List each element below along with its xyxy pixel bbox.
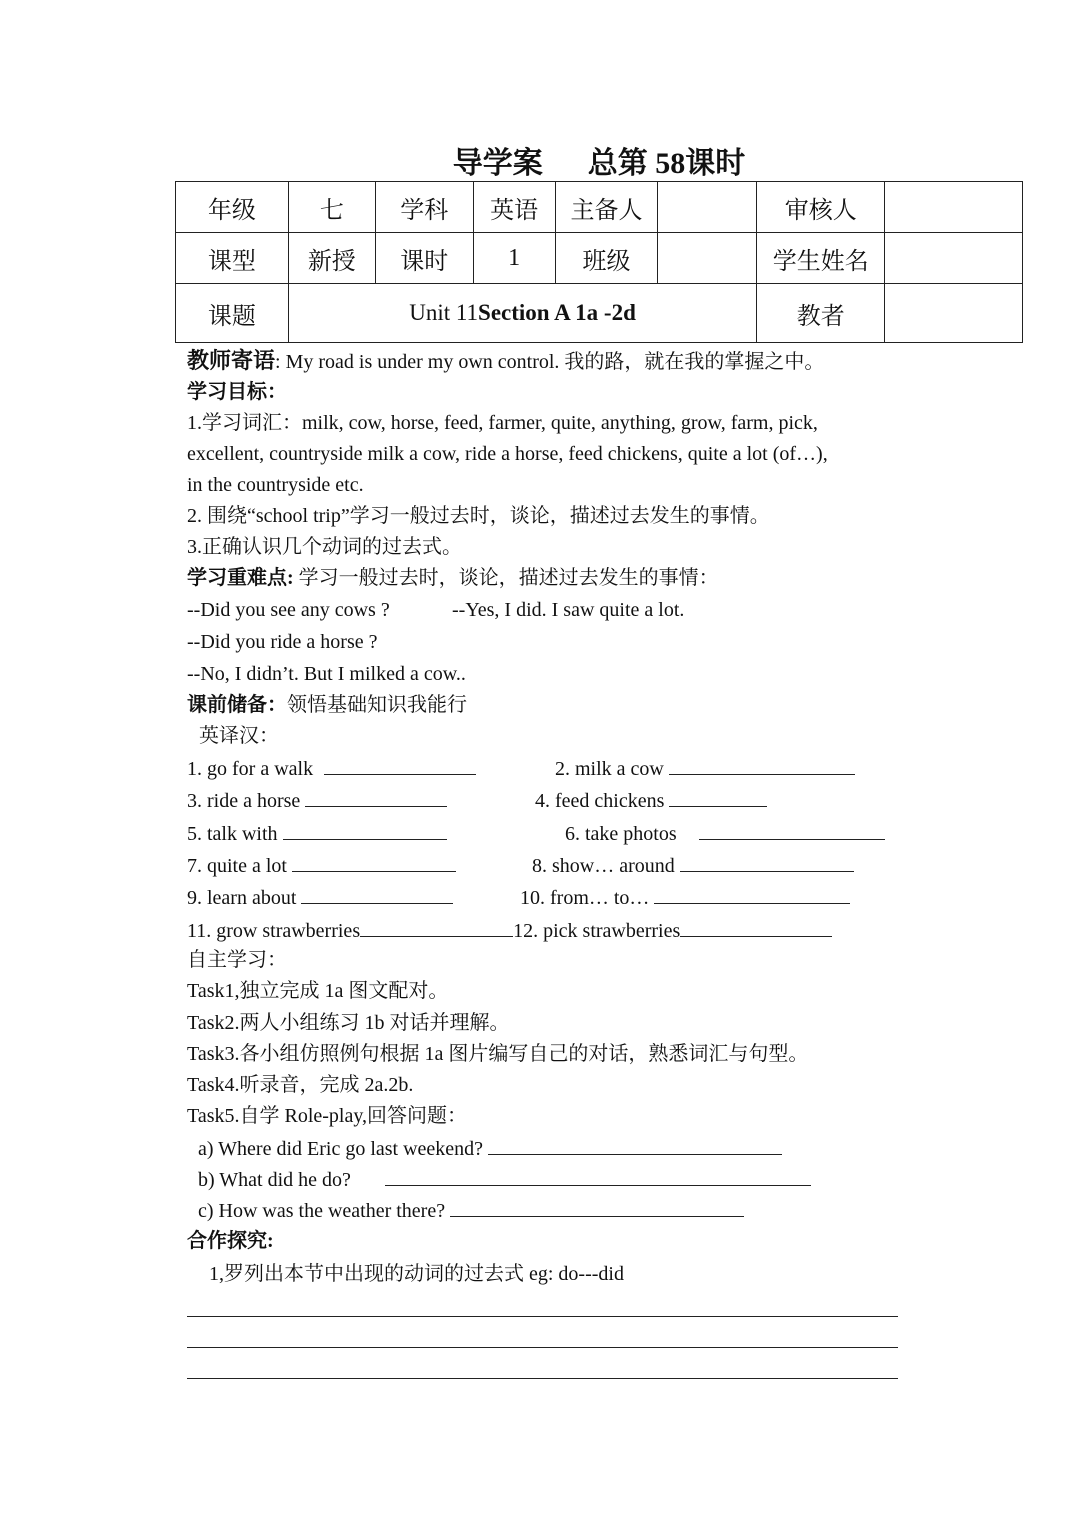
phrase-row-right — [565, 819, 885, 848]
phrase-item: 3. ride a horse — [187, 790, 301, 812]
goal-line: excellent, countryside milk a cow, ride a horse, feed chickens, quite a lot (of…), — [187, 443, 828, 465]
motto-text: : My road is under my own control. 我的路，就在我的掌握之中。 — [275, 351, 825, 373]
table-cell: 新授 — [288, 233, 375, 284]
phrase-row — [187, 786, 447, 814]
goal-line: 1.学习词汇：milk, cow, horse, feed, farmer, quite, anything, grow, farm, pick, — [187, 412, 818, 434]
answer-line[interactable] — [187, 1378, 898, 1379]
answer-blank[interactable] — [699, 819, 885, 840]
task-line: Task2.两人小组练习 1b 对话并理解。 — [187, 1012, 510, 1034]
table-cell: 班级 — [555, 233, 658, 284]
answer-blank[interactable] — [305, 786, 447, 807]
answer-blank[interactable] — [324, 754, 476, 775]
goal-line: in the countryside etc. — [187, 474, 364, 496]
phrase-item: 7. quite a lot — [187, 855, 287, 877]
key-points-text: 学习一般过去时，谈论，描述过去发生的事情： — [293, 567, 719, 589]
table-cell: 主备人 — [555, 182, 658, 233]
phrase-item: 11. grow strawberries — [187, 920, 361, 942]
phrase-row — [187, 916, 832, 944]
dialog-question: --Did you see any cows ? — [187, 599, 390, 621]
table-row — [176, 182, 1023, 233]
prep-text: 领悟基础知识我能行 — [287, 694, 467, 716]
phrase-row — [187, 851, 456, 879]
phrase-item: 8. show… around — [532, 855, 675, 877]
prep-line — [187, 691, 467, 719]
title-right: 总第 58课时 — [587, 147, 746, 180]
answer-blank[interactable] — [488, 1134, 782, 1155]
phrase-row — [187, 819, 447, 847]
motto-label: 教师寄语 — [187, 348, 276, 373]
key-points-label: 学习重难点: — [187, 567, 294, 589]
dialog-answer: --Yes, I did. I saw quite a lot. — [452, 599, 685, 621]
answer-blank[interactable] — [669, 786, 767, 807]
table-cell: 审核人 — [757, 182, 885, 233]
phrase-row — [187, 754, 476, 782]
coop-heading: 合作探究: — [187, 1230, 274, 1252]
table-cell[interactable] — [658, 233, 757, 284]
page-title — [175, 144, 1023, 184]
table-cell: 学生姓名 — [757, 233, 885, 284]
phrase-item: 2. milk a cow — [555, 758, 664, 780]
phrase-item: 5. talk with — [187, 823, 278, 845]
dialog-line: --No, I didn’t. But I milked a cow.. — [187, 663, 466, 685]
answer-line[interactable] — [187, 1316, 898, 1317]
goal-line: 3.正确认识几个动词的过去式。 — [187, 536, 462, 558]
question-text: a) Where did Eric go last weekend? — [198, 1138, 484, 1160]
answer-blank[interactable] — [292, 851, 456, 872]
answer-blank[interactable] — [360, 916, 513, 937]
prep-sub: 英译汉： — [199, 725, 279, 747]
task-line: Task5.自学 Role-play,回答问题： — [187, 1105, 468, 1127]
task-line: Task3.各小组仿照例句根据 1a 图片编写自己的对话，熟悉词汇与句型。 — [187, 1043, 809, 1065]
table-cell: 教者 — [757, 284, 885, 343]
phrase-item: 9. learn about — [187, 887, 297, 909]
question-line — [198, 1134, 782, 1162]
self-study-heading: 自主学习： — [187, 949, 287, 971]
prep-label: 课前储备： — [187, 694, 287, 716]
table-cell: 课时 — [375, 233, 473, 284]
table-cell: 英语 — [473, 182, 555, 233]
dialog-line — [187, 596, 685, 624]
answer-blank[interactable] — [450, 1196, 744, 1217]
question-line — [198, 1165, 811, 1193]
answer-blank[interactable] — [654, 883, 850, 904]
phrase-item: 1. go for a walk — [187, 758, 314, 780]
dialog-line: --Did you ride a horse ? — [187, 631, 378, 653]
question-text: c) How was the weather there? — [198, 1200, 446, 1222]
table-cell: 年级 — [176, 182, 289, 233]
goal-line: 2. 围绕“school trip”学习一般过去时，谈论，描述过去发生的事情。 — [187, 505, 770, 527]
answer-blank[interactable] — [385, 1165, 811, 1186]
phrase-item: 6. take photos — [565, 823, 677, 845]
info-table — [175, 181, 1023, 343]
phrase-row-right — [520, 883, 850, 912]
goals-heading: 学习目标： — [187, 381, 287, 403]
topic-cell — [288, 284, 756, 343]
phrase-item: 10. from… to… — [520, 887, 650, 909]
phrase-item: 4. feed chickens — [535, 790, 665, 812]
answer-blank[interactable] — [680, 851, 854, 872]
table-cell[interactable] — [885, 233, 1023, 284]
task-line: Task4.听录音，完成 2a.2b. — [187, 1074, 414, 1096]
answer-blank[interactable] — [283, 819, 447, 840]
table-cell[interactable] — [885, 182, 1023, 233]
answer-blank[interactable] — [669, 754, 855, 775]
topic-plain: Unit 11 — [409, 300, 479, 325]
key-points — [187, 564, 719, 592]
table-cell: 课题 — [176, 284, 289, 343]
table-row — [176, 284, 1023, 343]
task-line: Task1,独立完成 1a 图文配对。 — [187, 980, 449, 1002]
table-cell: 1 — [473, 233, 555, 284]
topic-bold: Section A 1a -2d — [478, 300, 636, 325]
title-left: 导学案 — [452, 147, 543, 180]
answer-blank[interactable] — [680, 916, 832, 937]
phrase-item: 12. pick strawberries — [513, 920, 681, 942]
table-cell: 课型 — [176, 233, 289, 284]
table-cell[interactable] — [885, 284, 1023, 343]
phrase-row — [187, 883, 453, 911]
table-cell: 学科 — [375, 182, 473, 233]
teacher-motto — [187, 347, 824, 375]
phrase-row-right — [535, 786, 767, 815]
table-row — [176, 233, 1023, 284]
question-text: b) What did he do? — [198, 1169, 351, 1191]
coop-item: 1,罗列出本节中出现的动词的过去式 eg: do---did — [209, 1263, 624, 1285]
phrase-row-right — [532, 851, 854, 880]
question-line — [198, 1196, 744, 1224]
answer-blank[interactable] — [301, 883, 453, 904]
answer-line[interactable] — [187, 1347, 898, 1348]
table-cell: 七 — [288, 182, 375, 233]
table-cell[interactable] — [658, 182, 757, 233]
phrase-row-right — [555, 754, 855, 783]
